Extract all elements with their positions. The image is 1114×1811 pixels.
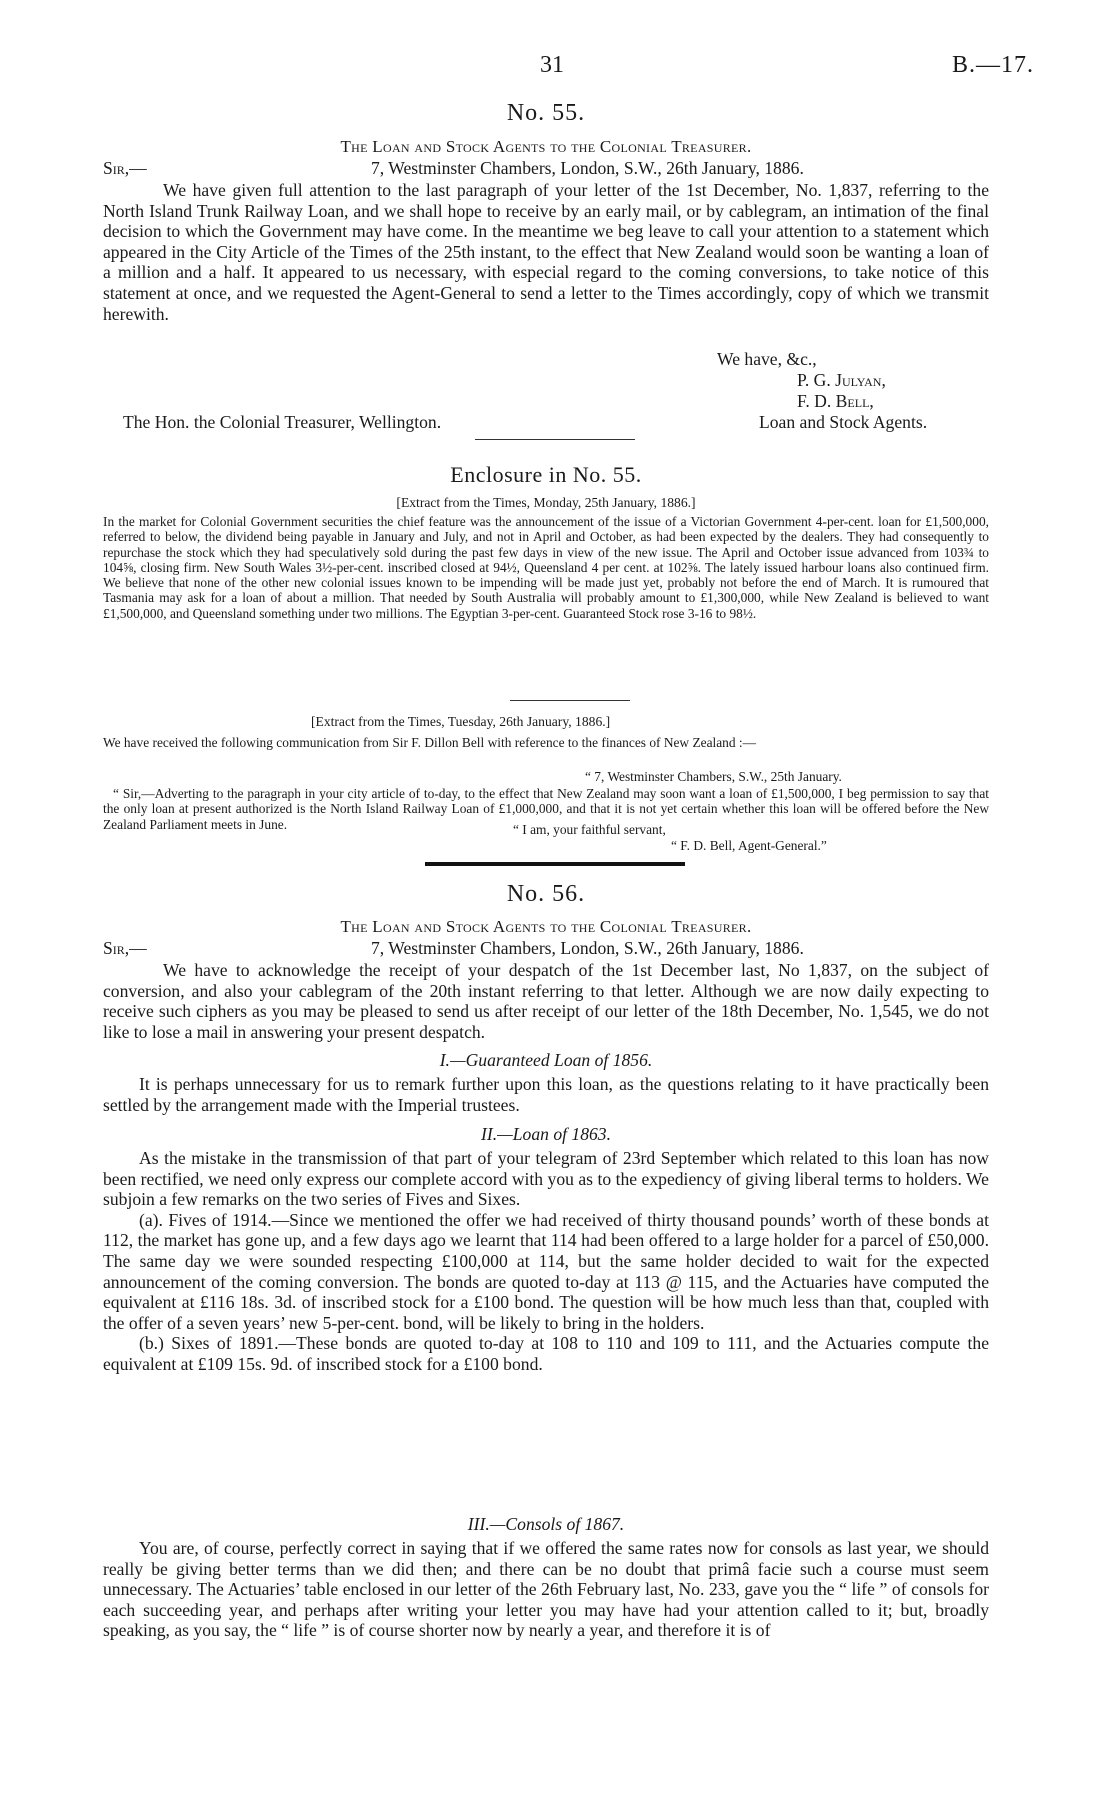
extract-2-body: “ Sir,—Adverting to the paragraph in your city article of to-day, to the effect that New Zealand may soon want a loan of £1,500,000, I beg permission to say that the only loan at present authorized is the North Island Railway Loan of £1,000,000, and that it is not yet certain whether this loan will be offered before the New Zealand Parliament meets in June.	[103, 786, 989, 832]
extract-2-closing: “ I am, your faithful servant,	[513, 822, 666, 837]
letter-56-number: No. 56.	[506, 881, 586, 907]
section-3-heading: III.—Consols of 1867.	[467, 1514, 625, 1534]
letter-55-salutation: Sir,—	[103, 158, 147, 178]
letter-56-salutation: Sir,—	[103, 938, 147, 958]
section-2-a: (a). Fives of 1914.—Since we mentioned the offer we had received of thirty thousand pounds’ worth of these bonds at 112, the market has gone up, and a few days ago we learnt that 114 had been offered to a large holder for a parcel of £50,000. The same day we were sounded respecting £100,000 at 114, but the same holder decided to wait for the expected announcement of the coming conversion. The bonds are quoted to-day at 113 @ 115, and the Actuaries have computed the equivalent at £116 18s. 3d. of inscribed stock for a £100 bond. The question will be how much less than that, coupled with the offer of a seven years’ new 5-per-cent. bond, will be likely to bring in the holders.	[103, 1209, 989, 1333]
letter-55-signer-2: F. D. Bell,	[797, 391, 874, 411]
extract-2-heading: [Extract from the Times, Tuesday, 26th January, 1886.]	[311, 714, 611, 729]
section-1-heading: I.—Guaranteed Loan of 1856.	[439, 1050, 653, 1070]
letter-55-number: No. 55.	[506, 100, 586, 126]
section-3-body: You are, of course, perfectly correct in saying that if we offered the same rates now for consols as last year, we should really be giving better terms than we did then; and there can be no doubt that primâ facie such a course must seem unnecessary. The Actuaries’ table enclosed in our letter of the 26th February last, No. 233, gave you the “ life ” of consols for each succeeding year, and perhaps after writing your letter you may have had your attention called to it; but, broadly speaking, as you say, the “ life ” is of course shorter now by nearly a year, and therefore it is of	[103, 1538, 989, 1641]
extract-2-intro: We have received the following communication from Sir F. Dillon Bell with reference to the finances of New Zealand :—	[103, 735, 757, 750]
letter-55-signature-block	[103, 349, 989, 432]
enclosure-title: Enclosure in No. 55.	[450, 462, 642, 487]
letter-55-body: We have given full attention to the last paragraph of your letter of the 1st December, No. 1,837, referring to the North Island Trunk Railway Loan, and we shall hope to receive by an early mail, or by cablegram, an intimation of the final decision to which the Government may have come. In the meantime we beg leave to call your attention to a statement which appeared in the City Article of the Times of the 25th instant, to the effect that New Zealand would soon be wanting a loan of a million and a half. It appeared to us necessary, with especial regard to the coming conversions, to take notice of this statement at once, and we requested the Agent-General to send a letter to the Times accordingly, copy of which we transmit herewith.	[103, 180, 989, 324]
letter-56-address: 7, Westminster Chambers, London, S.W., 26th January, 1886.	[371, 938, 804, 958]
extract-1-block	[103, 514, 989, 621]
extract-1-body: In the market for Colonial Government securities the chief feature was the announcement of the issue of a Victorian Government 4-per-cent. loan for £1,500,000, referred to below, the dividend being payable in January and July, and not in April and October, as had been expected by the dealers. They had consequently to repurchase the stock which they had speculatively sold during the past few days in view of the new issue. The April and October issue advanced from 103¾ to 104⅝, closing firm. New South Wales 3½-per-cent. inscribed closed at 94½, Queensland 4 per cent. at 102⅝. The lately issued harbour loans also continued firm. We believe that none of the other new colonial issues known to be impending will be made just yet, probably not before the end of March. It is rumoured that Tasmania may ask for a loan of about a million. That needed by South Australia will probably amount to £1,300,000, while New Zealand is believed to want £1,500,000, and Queensland something under two millions. The Egyptian 3-per-cent. Guaranteed Stock rose 3-16 to 98½.	[103, 514, 989, 621]
letter-55-addressee: The Hon. the Colonial Treasurer, Wellington.	[123, 412, 442, 432]
letter-55-signer-title: Loan and Stock Agents.	[759, 412, 928, 432]
letter-56-intro-block	[103, 960, 989, 1042]
extract-1-heading: [Extract from the Times, Monday, 25th January, 1886.]	[396, 495, 696, 510]
extract-2-signature: “ F. D. Bell, Agent-General.”	[671, 838, 827, 853]
extract-2-intro-block	[103, 735, 989, 750]
separator-rule	[475, 439, 635, 440]
letter-56-caption: The Loan and Stock Agents to the Colonial Treasurer.	[340, 917, 752, 936]
section-1-body: It is perhaps unnecessary for us to remark further upon this loan, as the questions relating to it have practically been settled by the arrangement made with the Imperial trustees.	[103, 1074, 989, 1115]
letter-56-intro: We have to acknowledge the receipt of your despatch of the 1st December last, No 1,837, on the subject of conversion, and also your cablegram of the 20th instant referring to that letter. Although we are now daily expecting to receive such ciphers as you may be pleased to send us after receipt of our letter of the 18th December, No. 1,545, we do not like to lose a mail in answering your present despatch.	[103, 960, 989, 1042]
section-1-block	[103, 1074, 989, 1115]
page-header	[0, 52, 1114, 82]
section-2-heading: II.—Loan of 1863.	[480, 1124, 611, 1144]
section-2-b: (b.) Sixes of 1891.—These bonds are quoted to-day at 108 to 110 and 109 to 111, and the Actuaries compute the equivalent at £109 15s. 9d. of inscribed stock for a £100 bond.	[103, 1333, 989, 1374]
letter-55-salutation-row	[103, 158, 989, 179]
page-number: 31	[540, 52, 564, 78]
separator-rule-small	[510, 700, 630, 701]
letter-55-signer-1: P. G. Julyan,	[797, 370, 886, 390]
letter-55-address: 7, Westminster Chambers, London, S.W., 26th January, 1886.	[371, 158, 804, 178]
letter-56-salutation-row	[103, 938, 989, 959]
section-divider	[425, 862, 685, 866]
letter-55-body-block	[103, 180, 989, 324]
section-3-block	[103, 1538, 989, 1641]
document-reference: B.—17.	[951, 52, 1034, 78]
section-2-block	[103, 1148, 989, 1375]
extract-2-address: “ 7, Westminster Chambers, S.W., 25th January.	[585, 769, 842, 784]
letter-55-caption: The Loan and Stock Agents to the Colonial Treasurer.	[340, 137, 752, 156]
letter-55-closing: We have, &c.,	[717, 349, 817, 369]
section-2-body: As the mistake in the transmission of that part of your telegram of 23rd September which related to this loan has now been rectified, we need only express our complete accord with you as to the expediency of giving liberal terms to holders. We subjoin a few remarks on the two series of Fives and Sixes.	[103, 1148, 989, 1210]
